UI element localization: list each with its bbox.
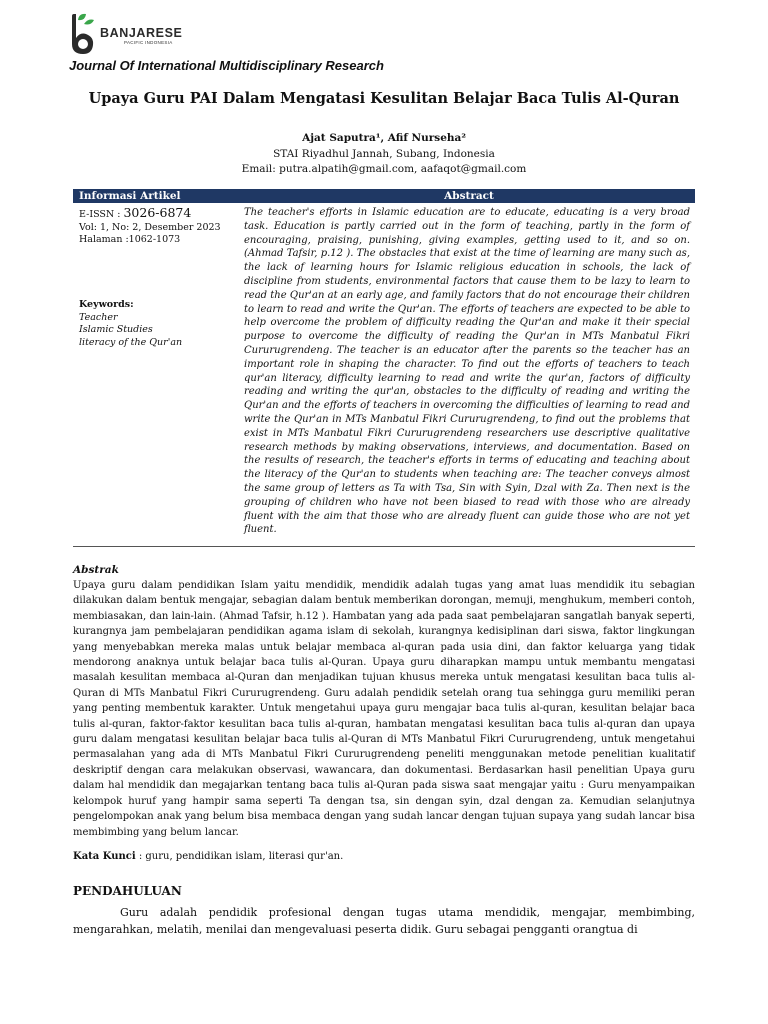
abstract-header: Abstract (243, 189, 695, 203)
article-info (79, 207, 239, 247)
english-abstract: The teacher's efforts in Islamic education are to educate, educating is a very broad task. Education is partly carried out in the form of teaching, partly in the form of encouraging, praising, punishing, giving examples, getting used to it, and so on. (Ahmad Tafsir, p.12 ). The obstacles that exist at the time of learning are many such as, the lack of learning hours for Islamic religious education in schools, the lack of discipline from students, environmental factors that cause them to be lazy to learn to read the Qur'an at an early age, and family factors that do not encourage their children to learn to read and write the Qur'an. The efforts of teachers are expected to be able to help overcome the problem of difficulty reading the Qur'an and make it their special purpose to overcome the difficulty of reading the Qur'an in MTs Manbatul Fikri Cururugrendeng. The teacher is an educator after the parents so the teacher has an important role in shaping the character. To find out the efforts of teachers to teach qur'an literacy, difficulty learning to read and write the qur'an, factors of difficulty reading and writing the qur'an, obstacles to the difficulty of reading and writing the Qur'an and the efforts of teachers in overcoming the difficulties of learning to read and write the Qur'an in MTs Manbatul Fikri Cururugrendeng, to find out the problems that exist in MTs Manbatul Fikri Cururugrendeng researchers use descriptive qualitative research methods by making observations, interviews, and documentation. Based on the results of research, the teacher's efforts in terms of educating and teaching about the literacy of the Qur'an to students when teaching are: The teacher conveys almost the same group of letters as Ta with Tsa, Sin with Syin, Dzal with Za. Then next is the grouping of children who have not been biased to read with those who are already fluent with the aim that those who are already fluent can guide those who are not yet fluent. (244, 207, 690, 536)
section-body: Guru adalah pendidik profesional dengan tugas utama mendidik, mengajar, membimbing, mengarahkan, melatih, menilai dan mengevaluasi peserta didik. Guru sebagai pengganti orangtua di (73, 906, 695, 936)
article-title: Upaya Guru PAI Dalam Mengatasi Kesulitan Belajar Baca Tulis Al-Quran (88, 90, 680, 107)
logo-subtext: PACIFIC INDONESIA (124, 40, 173, 45)
article-email: Email: putra.alpatih@gmail.com, aafaqot@gmail.com (241, 163, 527, 175)
issn-value: 3026-6874 (123, 205, 192, 220)
kata-kunci-value: : guru, pendidikan islam, literasi qur'an. (135, 851, 344, 862)
kata-kunci-label: Kata Kunci (73, 851, 136, 862)
keyword-item: Islamic Studies (79, 324, 153, 335)
abstrak-title: Abstrak (73, 564, 119, 576)
keyword-item: literacy of the Qur'an (79, 336, 183, 348)
kata-kunci (73, 851, 343, 862)
issn-line (79, 207, 239, 222)
publisher-logo (66, 12, 206, 60)
article-authors: Ajat Saputra¹, Afif Nurseha² (302, 132, 466, 144)
banjarese-logo-icon (66, 12, 100, 60)
abstrak-body: Upaya guru dalam pendidikan Islam yaitu mendidik, mendidik adalah tugas yang amat luas mendidik itu sebagian dilakukan dalam bentuk mengajar, sebagian dalam bentuk memberikan dorongan, memuji, menghukum, memberi contoh, membiasakan, dan lain-lain. (Ahmad Tafsir, h.12 ). Hambatan yang ada pada saat pembelajaran sangatlah banyak seperti, kurangnya jam pembelajaran pendidikan agama islam di sekolah, kurangnya kedisiplinan dari siswa, faktor lingkungan yang menyebabkan mereka malas untuk belajar membaca al-quran pada usia dini, dan faktor keluarga yang tidak mendorong anaknya untuk belajar baca tulis al-Quran. Upaya guru diharapkan mampu untuk membantu mengatasi masalah kesulitan membaca al-Quran dan menjadikan tujuan khusus mereka untuk mengatasi kesulitan baca tulis al-Quran di MTs Manbatul Fikri Cururugrendeng. Guru adalah pendidik setelah orang tua sehingga guru memiliki peran yang penting membentuk karakter. Untuk mengetahui upaya guru mengajar baca tulis al-quran, kesulitan belajar baca tulis al-quran, faktor-faktor kesulitan baca tulis al-quran, hambatan mengatasi kesulitan baca tulis al-quran dan upaya guru dalam mengatasi kesulitan belajar baca tulis al-Quran di MTs Manbatul Fikri Cururugrendeng, untuk mengetahui permasalahan yang ada di MTs Manbatul Fikri Cururugrendeng peneliti menggunakan metode penelitian kualitatif deskriptif dengan cara melakukan observasi, wawancara, dan dokumentasi. Berdasarkan hasil penelitian Upaya guru dalam hal mendidik dan megajarkan tentang baca tulis al-Quran pada siswa saat mengajar yaitu : Guru menyampaikan kelompok huruf yang hampir sama seperti Ta dengan tsa, sin dengan syin, dzal dengan za. Kemudian selanjutnya pengelompokan anak yang belum bisa membaca dengan yang sudah lancar dengan tujuan supaya yang sudah lancar bisa membimbing yang belum lancar. (73, 580, 695, 838)
journal-name: Journal Of International Multidisciplinary Research (69, 58, 384, 73)
keywords-block (79, 299, 239, 349)
issn-label: E-ISSN : (79, 209, 124, 220)
table-bottom-divider (73, 546, 695, 547)
keywords-title: Keywords: (79, 299, 134, 310)
pages-line: Halaman :1062-1073 (79, 234, 181, 245)
info-table-header: Informasi Artikel (73, 189, 245, 203)
volume-line: Vol: 1, No: 2, Desember 2023 (79, 221, 221, 233)
logo-text: BANJARESE (100, 26, 183, 40)
article-affiliation: STAI Riyadhul Jannah, Subang, Indonesia (273, 148, 495, 160)
section-heading: PENDAHULUAN (73, 884, 182, 898)
keyword-item: Teacher (79, 311, 118, 323)
